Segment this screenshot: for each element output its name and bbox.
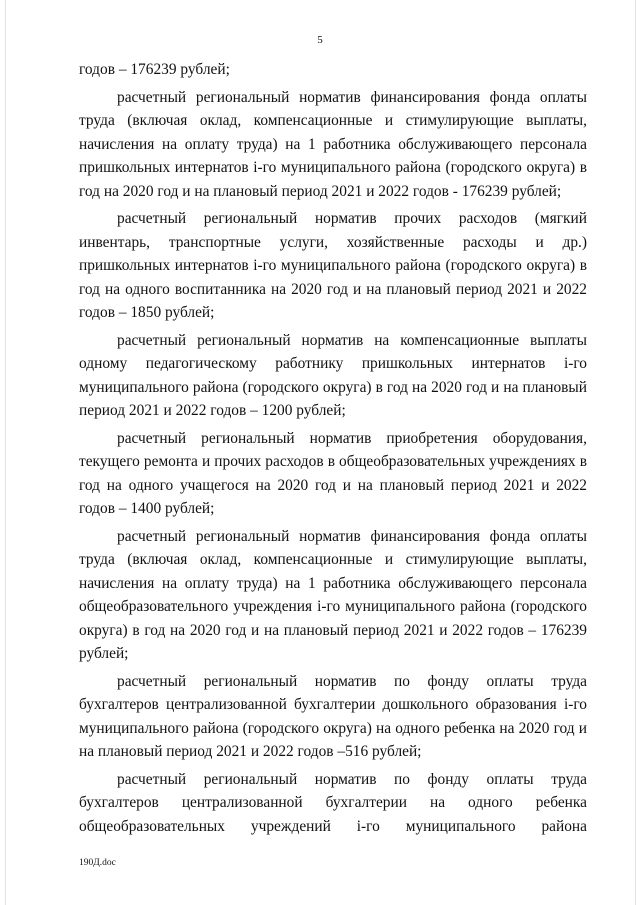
document-body — [79, 58, 587, 842]
paragraph-compensation-payments: расчетный региональный норматив на компенсационные выплаты одному педагогическому работнику пришкольных интернатов i-го муниципального района (городского округа) в год на 2020 год и на плановый период 2021 и 2022 годов – 1200 рублей; — [79, 331, 587, 419]
paragraph-school-accountants: расчетный региональный норматив по фонду оплаты труда бухгалтеров централизованной бухгалтерии на одного ребенка общеобразовательных учреждений i-го муниципального района — [79, 770, 587, 835]
paragraph-staff-school-wage: расчетный региональный норматив финансирования фонда оплаты труда (включая оклад, компенсационные и стимулирующие выплаты, начисления на оплату труда) на 1 работника обслуживающего персонала общеобразовательного учреждения i-го муниципального района (городского округа) в год на 2020 год и на плановый период 2021 и 2022 годов – 176239 рублей; — [79, 527, 587, 662]
paragraph-preschool-accountants: расчетный региональный норматив по фонду оплаты труда бухгалтеров централизованной бухгалтерии дошкольного образования i-го муниципального района (городского округа) на одного ребенка на 2020 год и на плановый период 2021 и 2022 годов –516 рублей; — [79, 672, 587, 760]
paragraph-other-expenses: расчетный региональный норматив прочих расходов (мягкий инвентарь, транспортные услуги, хозяйственные расходы и др.) пришкольных интернатов i-го муниципального района (городского округа) в год на одного воспитанника на 2020 год и на плановый период 2021 и 2022 годов – 1850 рублей; — [79, 210, 587, 321]
paragraph-continuation: годов – 176239 рублей; — [79, 61, 230, 78]
paragraph-equipment-repair: расчетный региональный норматив приобретения оборудования, текущего ремонта и прочих расходов в общеобразовательных учреждениях в год на одного учащегося на 2020 год и на плановый период 2021 и 2022 годов – 1400 рублей; — [79, 429, 587, 517]
footer-filename: 190Д.doc — [79, 858, 116, 868]
page-edge-right — [635, 0, 636, 905]
paragraph-staff-interns-wage: расчетный региональный норматив финансирования фонда оплаты труда (включая оклад, компенсационные и стимулирующие выплаты, начисления на оплату труда) на 1 работника обслуживающего персонала пришкольных интернатов i-го муниципального района (городского округа) в год на 2020 год и на плановый период 2021 и 2022 годов - 176239 рублей; — [79, 88, 587, 200]
page-number: 5 — [317, 34, 323, 46]
page-edge-left — [5, 0, 6, 905]
